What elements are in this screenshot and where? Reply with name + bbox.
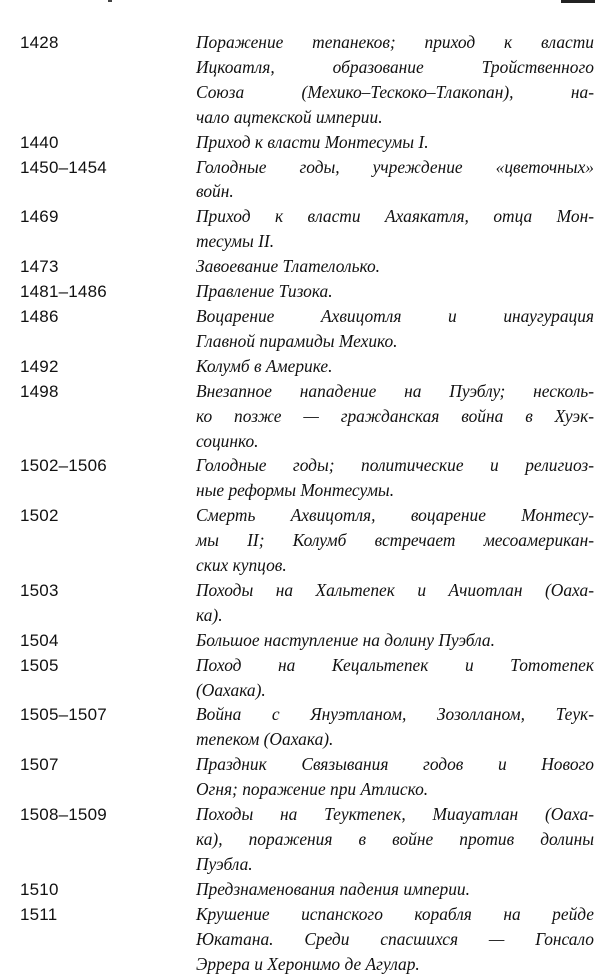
- event-text-line: чало ацтекской империи.: [196, 106, 383, 127]
- chronology-row: [0, 628, 601, 653]
- chronology-year: 1502: [20, 506, 59, 526]
- chronology-event: [196, 130, 594, 155]
- event-text-line: ка).: [196, 604, 223, 625]
- chronology-year: 1505–1507: [20, 705, 107, 725]
- chronology-row: [0, 304, 601, 354]
- running-head-rule: [561, 0, 595, 3]
- event-text-line: Приход к власти Ахаякатля, отца Мон-: [196, 206, 594, 227]
- chronology-year: 1505: [20, 655, 59, 675]
- event-text-line: ные реформы Монтесумы.: [196, 480, 395, 501]
- chronology-row: [0, 578, 601, 628]
- page-top-edge: [0, 0, 601, 2]
- chronology-event: [196, 877, 594, 902]
- event-text-line: тепеком (Оахака).: [196, 729, 334, 750]
- chronology-row: [0, 503, 601, 578]
- chronology-year: 1469: [20, 207, 59, 227]
- event-text-line: Завоевание Тлателолько.: [196, 256, 381, 277]
- event-text-line: Поражение тепанеков; приход к власти: [196, 32, 594, 52]
- chronology-year: 1440: [20, 132, 59, 152]
- event-text-line: ских купцов.: [196, 555, 287, 576]
- chronology-year: 1473: [20, 257, 59, 277]
- event-text-line: ко позже — гражданская война в Хуэк-: [196, 405, 594, 426]
- event-text-line: Крушение испанского корабля на рейде: [196, 903, 594, 924]
- event-text-line: Голодные годы; политические и религиоз-: [196, 455, 594, 476]
- event-text-line: мы II; Колумб встречает месоамерикан-: [196, 530, 594, 551]
- chronology-table: [0, 30, 601, 976]
- chronology-row: [0, 155, 601, 205]
- event-text-line: Смерть Ахвицотля, воцарение Монтесу-: [196, 505, 594, 526]
- chronology-row: [0, 130, 601, 155]
- chronology-year: 1503: [20, 580, 59, 600]
- event-text-line: Предзнаменования падения империи.: [196, 878, 470, 899]
- event-text-line: Пуэбла.: [196, 853, 253, 874]
- chronology-row: [0, 354, 601, 379]
- chronology-year: 1428: [20, 33, 59, 52]
- event-text-line: Походы на Теуктепек, Миауатлан (Оаха-: [196, 804, 594, 825]
- event-text-line: ка), поражения в войне против долины: [196, 829, 594, 849]
- chronology-event: [196, 578, 594, 628]
- chronology-event: [196, 902, 594, 976]
- chronology-row: [0, 877, 601, 902]
- chronology-event: [196, 628, 594, 653]
- chronology-event: [196, 653, 594, 703]
- chronology-row: [0, 254, 601, 279]
- event-text-line: Огня; поражение при Атлиско.: [196, 779, 429, 800]
- chronology-event: [196, 453, 594, 503]
- event-text-line: социнко.: [196, 430, 259, 451]
- top-edge-mark: [108, 0, 112, 2]
- event-text-line: Война с Януэтланом, Зозолланом, Теук-: [196, 704, 594, 725]
- chronology-event: [196, 304, 594, 354]
- chronology-event: [196, 204, 594, 254]
- chronology-row: [0, 30, 601, 130]
- event-text-line: Праздник Связывания годов и Нового: [196, 754, 594, 775]
- event-text-line: войн.: [196, 181, 234, 202]
- event-text-line: Голодные годы, учреждение «цветочных»: [196, 156, 594, 177]
- chronology-event: [196, 702, 594, 752]
- chronology-year: 1486: [20, 306, 59, 326]
- chronology-event: [196, 30, 594, 130]
- event-text-line: Воцарение Ахвицотля и инаугурация: [196, 305, 594, 326]
- event-text-line: Большое наступление на долину Пуэбла.: [196, 629, 495, 650]
- chronology-event: [196, 379, 594, 454]
- chronology-row: [0, 902, 601, 976]
- chronology-row: [0, 802, 601, 877]
- chronology-row: [0, 279, 601, 304]
- event-text-line: Приход к власти Монтесумы I.: [196, 131, 429, 152]
- event-text-line: Поход на Кецальтепек и Тототепек: [196, 654, 594, 675]
- event-text-line: (Оахака).: [196, 679, 266, 700]
- chronology-year: 1510: [20, 879, 59, 899]
- chronology-year: 1450–1454: [20, 157, 107, 177]
- event-text-line: Правление Тизока.: [196, 281, 333, 302]
- chronology-row: [0, 653, 601, 703]
- chronology-row: [0, 453, 601, 503]
- event-text-line: Внезапное нападение на Пуэблу; несколь-: [196, 380, 594, 401]
- chronology-event: [196, 354, 594, 379]
- event-text-line: Юкатана. Среди спасшихся — Гонсало: [196, 928, 594, 949]
- chronology-event: [196, 155, 594, 205]
- chronology-year: 1502–1506: [20, 456, 107, 476]
- chronology-row: [0, 752, 601, 802]
- chronology-year: 1511: [20, 904, 58, 924]
- event-text-line: Эррера и Херонимо де Агулар.: [196, 953, 420, 974]
- event-text-line: Ицкоатля, образование Тройственного: [196, 56, 594, 77]
- chronology-event: [196, 752, 594, 802]
- chronology-year: 1504: [20, 630, 59, 650]
- chronology-year: 1481–1486: [20, 282, 107, 302]
- chronology-year: 1492: [20, 356, 59, 376]
- event-text-line: Союза (Мехико–Тескоко–Тлакопан), на-: [196, 81, 594, 102]
- chronology-event: [196, 279, 594, 304]
- chronology-event: [196, 503, 594, 578]
- chronology-year: 1498: [20, 381, 59, 401]
- event-text-line: Колумб в Америке.: [196, 355, 333, 376]
- event-text-line: Походы на Хальтепек и Ачиотлан (Оаха-: [196, 579, 594, 600]
- event-text-line: Главной пирамиды Мехико.: [196, 330, 398, 351]
- chronology-event: [196, 802, 594, 877]
- chronology-year: 1507: [20, 755, 59, 775]
- chronology-year: 1508–1509: [20, 805, 107, 825]
- chronology-row: [0, 379, 601, 454]
- chronology-event: [196, 254, 594, 279]
- chronology-row: [0, 204, 601, 254]
- chronology-row: [0, 702, 601, 752]
- event-text-line: тесумы II.: [196, 231, 275, 252]
